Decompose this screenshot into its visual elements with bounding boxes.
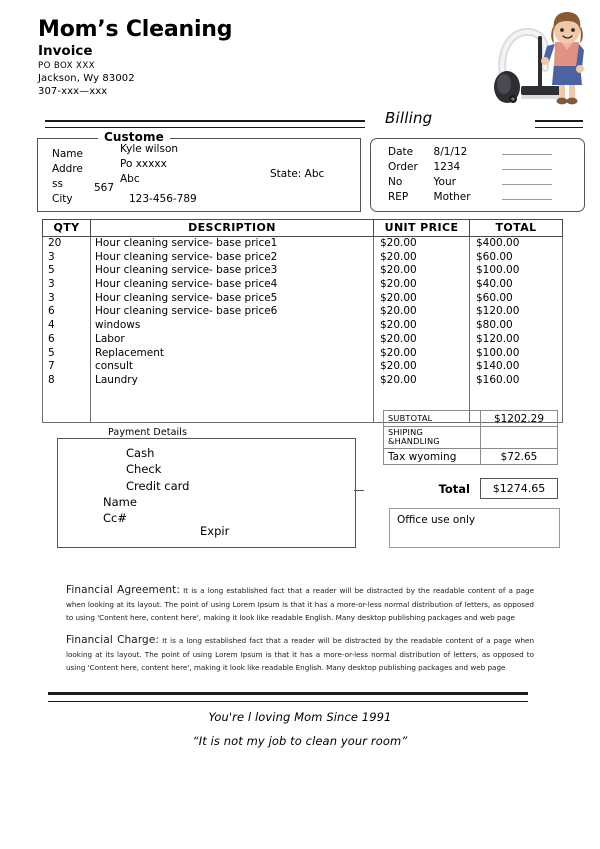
customer-legend: Custome (98, 130, 170, 144)
table-row[interactable] (43, 347, 563, 361)
payment-label-cc-number: Cc# (103, 511, 127, 526)
table-row[interactable] (43, 278, 563, 292)
header-divider-left (45, 120, 365, 128)
totals-row-tax (384, 449, 558, 465)
blank-rule-icon (502, 190, 552, 200)
payment-label-expiry: Expir (200, 524, 230, 538)
customer-label-address: Addre (52, 162, 83, 175)
billing-label-rep: REP (388, 190, 409, 203)
cell-description: Hour cleaning service- base price6 (91, 305, 374, 319)
header-divider-right (535, 120, 583, 128)
line-items-header-row (43, 220, 563, 237)
cell-qty: 5 (43, 264, 91, 278)
customer-state[interactable]: State: Abc (270, 168, 325, 180)
payment-box-tick-mark (354, 490, 364, 491)
payment-method-credit-card[interactable]: Credit card (126, 478, 190, 493)
cell-qty: 4 (43, 319, 91, 333)
totals-value-subtotal: $1202.29 (481, 411, 558, 427)
cell-unit-price: $20.00 (374, 264, 470, 278)
blank-rule-icon (502, 145, 552, 155)
cell-total: $40.00 (470, 278, 563, 292)
line-items-body (43, 237, 563, 423)
cell-description: Hour cleaning service- base price3 (91, 264, 374, 278)
customer-label-address-cont: ss (52, 177, 63, 190)
totals-label-tax: Tax wyoming (384, 449, 481, 465)
column-header-total: TOTAL (470, 220, 563, 237)
cell-unit-price: $20.00 (374, 360, 470, 374)
table-row[interactable] (43, 292, 563, 306)
financial-charge-paragraph (66, 631, 534, 674)
totals-spacer-right (481, 465, 558, 479)
cell-qty: 7 (43, 360, 91, 374)
table-row[interactable] (43, 333, 563, 347)
table-row[interactable] (43, 360, 563, 374)
totals-row-spacer (384, 465, 558, 479)
financial-agreement-body: It is a long established fact that a reader will be distracted by the readable content of a page when looking at its layout. The point of using Lorem Ipsum is that it has a more-or-less normal distribution of letters, as opposed to using 'Content here, content here', making it look like readable English. Many desktop publishing packages and web page (66, 586, 534, 622)
billing-value-no[interactable]: Your (433, 175, 456, 188)
customer-phone[interactable]: 123-456-789 (129, 193, 197, 205)
totals-value-shipping[interactable] (481, 427, 558, 449)
billing-blank-line-2[interactable] (496, 160, 568, 175)
cell-unit-price: $20.00 (374, 305, 470, 319)
cell-description: Hour cleaning service- base price4 (91, 278, 374, 292)
billing-row (388, 145, 568, 160)
financial-charge-title: Financial Charge: (66, 634, 160, 647)
invoice-header (38, 18, 438, 98)
billing-label-order: Order (388, 160, 418, 173)
cell-description: Hour cleaning service- base price5 (91, 292, 374, 306)
totals-row-shipping (384, 427, 558, 449)
totals-row-subtotal (384, 411, 558, 427)
company-city-state-zip: Jackson, Wy 83002 (38, 72, 135, 84)
line-items-head (43, 220, 563, 237)
blank-rule-icon (502, 175, 552, 185)
payment-field-labels (103, 494, 137, 527)
financial-agreement-title: Financial Agreement: (66, 584, 181, 597)
cell-description: Labor (91, 333, 374, 347)
totals-body (384, 411, 558, 499)
billing-row (388, 175, 568, 190)
cell-total: $120.00 (470, 305, 563, 319)
payment-details-legend: Payment Details (103, 427, 192, 438)
document-type: Invoice (38, 42, 93, 59)
customer-value-address[interactable]: Po xxxxx (120, 157, 167, 170)
totals-value-tax: $72.65 (481, 449, 558, 465)
cell-unit-price: $20.00 (374, 292, 470, 306)
customer-field-labels (52, 147, 98, 207)
column-header-qty: QTY (43, 220, 91, 237)
billing-section-title: Billing (385, 109, 433, 127)
billing-row (388, 190, 568, 205)
totals-row-grand-total (384, 479, 558, 499)
customer-street-number[interactable]: 567 (94, 182, 115, 194)
totals-label-subtotal: SUBTOTAL (384, 411, 481, 427)
customer-label-city: City (52, 192, 73, 205)
totals-label-shipping: SHIPING &HANDLING (384, 427, 481, 449)
company-po-box: PO BOX XXX (38, 60, 95, 71)
customer-field-values[interactable] (120, 142, 178, 187)
cell-total: $60.00 (470, 251, 563, 265)
footer-divider (48, 692, 528, 702)
cell-qty: 6 (43, 305, 91, 319)
cell-unit-price: $20.00 (374, 333, 470, 347)
cell-total: $140.00 (470, 360, 563, 374)
blank-rule-icon (502, 160, 552, 170)
billing-value-date[interactable]: 8/1/12 (433, 146, 468, 158)
table-row[interactable] (43, 374, 563, 388)
cell-total: $400.00 (470, 237, 563, 251)
customer-value-city[interactable]: Abc (120, 172, 140, 185)
table-row[interactable] (43, 237, 563, 251)
cell-unit-price: $20.00 (374, 319, 470, 333)
cell-qty: 6 (43, 333, 91, 347)
billing-label-date: Date (388, 146, 414, 158)
cell-description: Hour cleaning service- base price2 (91, 251, 374, 265)
payment-method-check[interactable]: Check (126, 462, 162, 477)
cell-qty: 8 (43, 374, 91, 388)
table-row[interactable] (43, 251, 563, 265)
cell-total: $100.00 (470, 347, 563, 361)
cell-description: windows (91, 319, 374, 333)
customer-value-name[interactable]: Kyle wilson (120, 143, 179, 155)
billing-rows (388, 145, 568, 205)
cell-qty: 3 (43, 251, 91, 265)
cell-qty: 20 (43, 237, 91, 251)
financial-agreement-paragraph (66, 581, 534, 624)
woman-with-vacuum-icon (487, 10, 587, 110)
cell-description: Hour cleaning service- base price1 (91, 237, 374, 251)
table-row[interactable] (43, 319, 563, 333)
cell-unit-price: $20.00 (374, 278, 470, 292)
cell-unit-price: $20.00 (374, 251, 470, 265)
cell-total: $60.00 (470, 292, 563, 306)
payment-label-name: Name (103, 495, 137, 509)
payment-method-cash[interactable]: Cash (126, 446, 155, 460)
cell-total: $100.00 (470, 264, 563, 278)
billing-value-rep[interactable]: Mother (433, 190, 471, 203)
billing-blank-line-4[interactable] (496, 190, 568, 205)
cell-unit-price: $20.00 (374, 347, 470, 361)
billing-label-no: No (388, 175, 403, 188)
billing-blank-line-3[interactable] (496, 175, 568, 190)
cell-unit-price: $20.00 (374, 237, 470, 251)
cell-qty-empty (43, 388, 91, 423)
billing-row (388, 160, 568, 175)
column-header-unit-price: UNIT PRICE (374, 220, 470, 237)
cell-total: $120.00 (470, 333, 563, 347)
cell-total: $80.00 (470, 319, 563, 333)
billing-blank-line-1[interactable] (496, 145, 568, 160)
billing-details-table (388, 145, 568, 205)
line-items-table (42, 219, 563, 423)
company-name: Mom’s Cleaning (38, 17, 233, 42)
cell-unit-price: $20.00 (374, 374, 470, 388)
cell-total: $160.00 (470, 374, 563, 388)
table-row[interactable] (43, 305, 563, 319)
payment-method-list (126, 445, 189, 494)
cell-description: Laundry (91, 374, 374, 388)
cell-qty: 3 (43, 292, 91, 306)
footer-tagline-primary: You're l loving Mom Since 1991 (208, 710, 392, 724)
totals-table (383, 410, 558, 499)
cell-qty: 3 (43, 278, 91, 292)
cell-description-empty (91, 388, 374, 423)
cell-description: consult (91, 360, 374, 374)
billing-value-order[interactable]: 1234 (433, 160, 461, 173)
financial-charge-body: It is a long established fact that a reader will be distracted by the readable content of a page when looking at its layout. The point of using Lorem Ipsum is that it has a more-or-less normal distribution of letters, as opposed to using 'Content here, content here', making it look like readable English. Many desktop publishing packages and web page (66, 636, 535, 672)
footer-tagline-secondary: “It is not my job to clean your room” (192, 734, 408, 748)
cell-qty: 5 (43, 347, 91, 361)
office-use-only-label: Office use only (397, 514, 476, 526)
totals-value-grand: $1274.65 (481, 479, 558, 499)
totals-label-grand: Total (438, 481, 470, 496)
column-header-description: DESCRIPTION (91, 220, 374, 237)
company-phone: 307-xxx—xxx (38, 86, 108, 98)
cell-description: Replacement (91, 347, 374, 361)
totals-spacer-left (384, 465, 481, 479)
table-row[interactable] (43, 264, 563, 278)
customer-label-name: Name (52, 148, 83, 160)
